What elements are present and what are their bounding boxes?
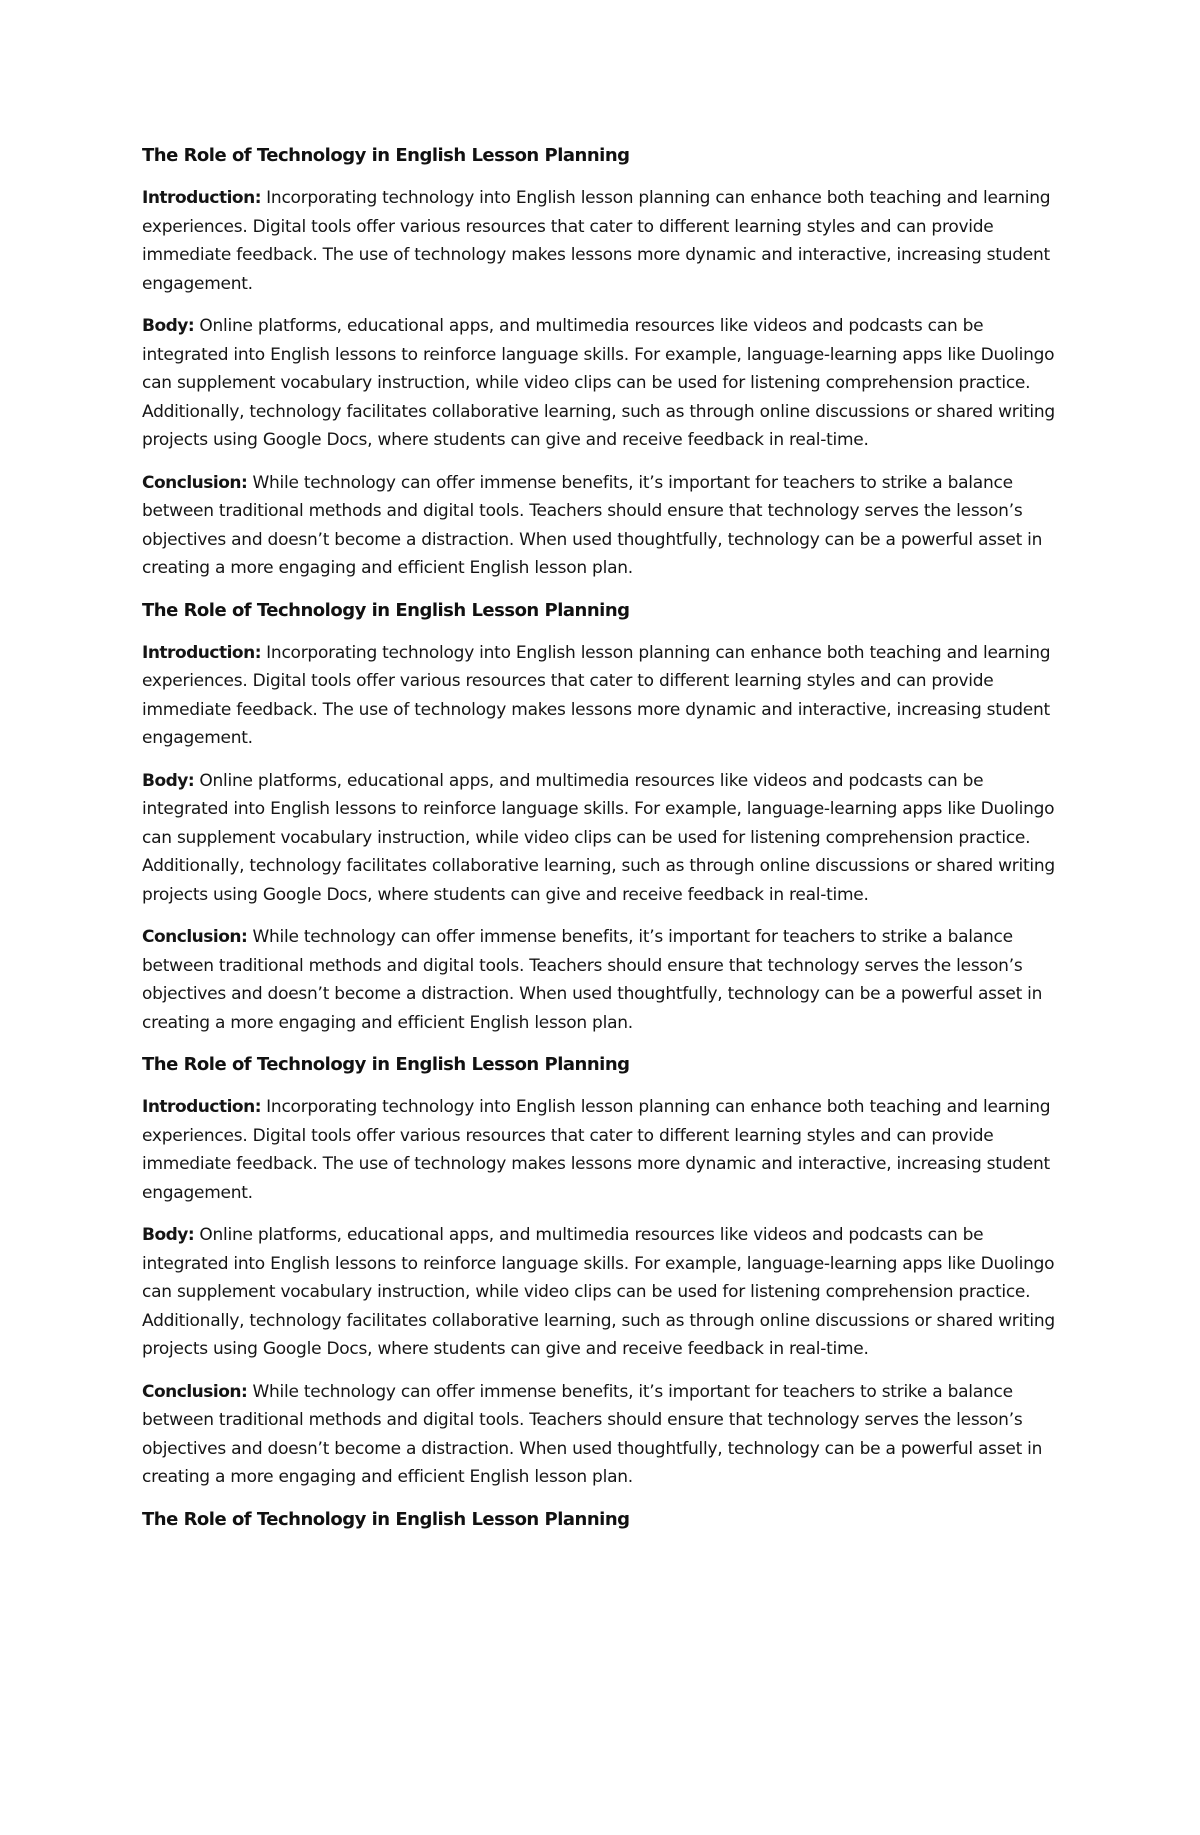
body-label: Body: [142, 316, 195, 336]
introduction-paragraph [142, 639, 1062, 753]
introduction-label: Introduction: [142, 188, 261, 208]
body-paragraph [142, 767, 1062, 910]
document-section [142, 597, 1062, 1038]
body-paragraph [142, 1221, 1062, 1364]
conclusion-paragraph [142, 1378, 1062, 1492]
introduction-paragraph [142, 184, 1062, 298]
section-heading: The Role of Technology in English Lesson Planning [142, 145, 630, 166]
body-text: Online platforms, educational apps, and multimedia resources like videos and podcasts can be integrated into English lessons to reinforce language skills. For example, language-learning apps like Duolingo can supplement vocabulary instruction, while video clips can be used for listening comprehension practice. Additionally, technology facilitates collaborative learning, such as through online discussions or shared writing projects using Google Docs, where students can give and receive feedback in real-time. [142, 770, 1055, 905]
body-text: Online platforms, educational apps, and multimedia resources like videos and podcasts can be integrated into English lessons to reinforce language skills. For example, language-learning apps like Duolingo can supplement vocabulary instruction, while video clips can be used for listening comprehension practice. Additionally, technology facilitates collaborative learning, such as through online discussions or shared writing projects using Google Docs, where students can give and receive feedback in real-time. [142, 316, 1055, 450]
conclusion-label: Conclusion: [142, 472, 248, 493]
section-heading: The Role of Technology in English Lesson Planning [142, 599, 630, 621]
introduction-text: Incorporating technology into English lesson planning can enhance both teaching and learning experiences. Digital tools offer various resources that cater to different learning styles and can provide immediate feedback. The use of technology makes lessons more dynamic and interactive, increasing student engagement. [142, 642, 1051, 748]
conclusion-text: While technology can offer immense benefits, it’s important for teachers to strike a balance between traditional methods and digital tools. Teachers should ensure that technology serves the lesson’s objectives and doesn’t become a distraction. When used thoughtfully, technology can be a powerful asset in creating a more engaging and efficient English lesson plan. [142, 472, 1043, 578]
body-paragraph [142, 312, 1062, 455]
introduction-label: Introduction: [142, 1097, 261, 1117]
document-section [142, 142, 1062, 583]
introduction-paragraph [142, 1093, 1062, 1207]
body-text: Online platforms, educational apps, and multimedia resources like videos and podcasts can be integrated into English lessons to reinforce language skills. For example, language-learning apps like Duolingo can supplement vocabulary instruction, while video clips can be used for listening comprehension practice. Additionally, technology facilitates collaborative learning, such as through online discussions or shared writing projects using Google Docs, where students can give and receive feedback in real-time. [142, 1225, 1055, 1359]
document-section [142, 1051, 1062, 1492]
conclusion-label: Conclusion: [142, 927, 248, 947]
body-label: Body: [142, 770, 195, 791]
introduction-text: Incorporating technology into English lesson planning can enhance both teaching and learning experiences. Digital tools offer various resources that cater to different learning styles and can provide immediate feedback. The use of technology makes lessons more dynamic and interactive, increasing student engagement. [142, 1097, 1051, 1203]
conclusion-paragraph [142, 469, 1062, 583]
section-heading: The Role of Technology in English Lesson Planning [142, 1054, 630, 1075]
introduction-text: Incorporating technology into English lesson planning can enhance both teaching and learning experiences. Digital tools offer various resources that cater to different learning styles and can provide immediate feedback. The use of technology makes lessons more dynamic and interactive, increasing student engagement. [142, 188, 1051, 294]
introduction-label: Introduction: [142, 642, 261, 663]
conclusion-text: While technology can offer immense benefits, it’s important for teachers to strike a balance between traditional methods and digital tools. Teachers should ensure that technology serves the lesson’s objectives and doesn’t become a distraction. When used thoughtfully, technology can be a powerful asset in creating a more engaging and efficient English lesson plan. [142, 1381, 1043, 1487]
conclusion-label: Conclusion: [142, 1381, 248, 1402]
body-label: Body: [142, 1225, 195, 1245]
conclusion-text: While technology can offer immense benefits, it’s important for teachers to strike a balance between traditional methods and digital tools. Teachers should ensure that technology serves the lesson’s objectives and doesn’t become a distraction. When used thoughtfully, technology can be a powerful asset in creating a more engaging and efficient English lesson plan. [142, 927, 1043, 1033]
document-body [142, 142, 1062, 1548]
section-heading: The Role of Technology in English Lesson Planning [142, 1508, 630, 1530]
conclusion-paragraph [142, 923, 1062, 1037]
